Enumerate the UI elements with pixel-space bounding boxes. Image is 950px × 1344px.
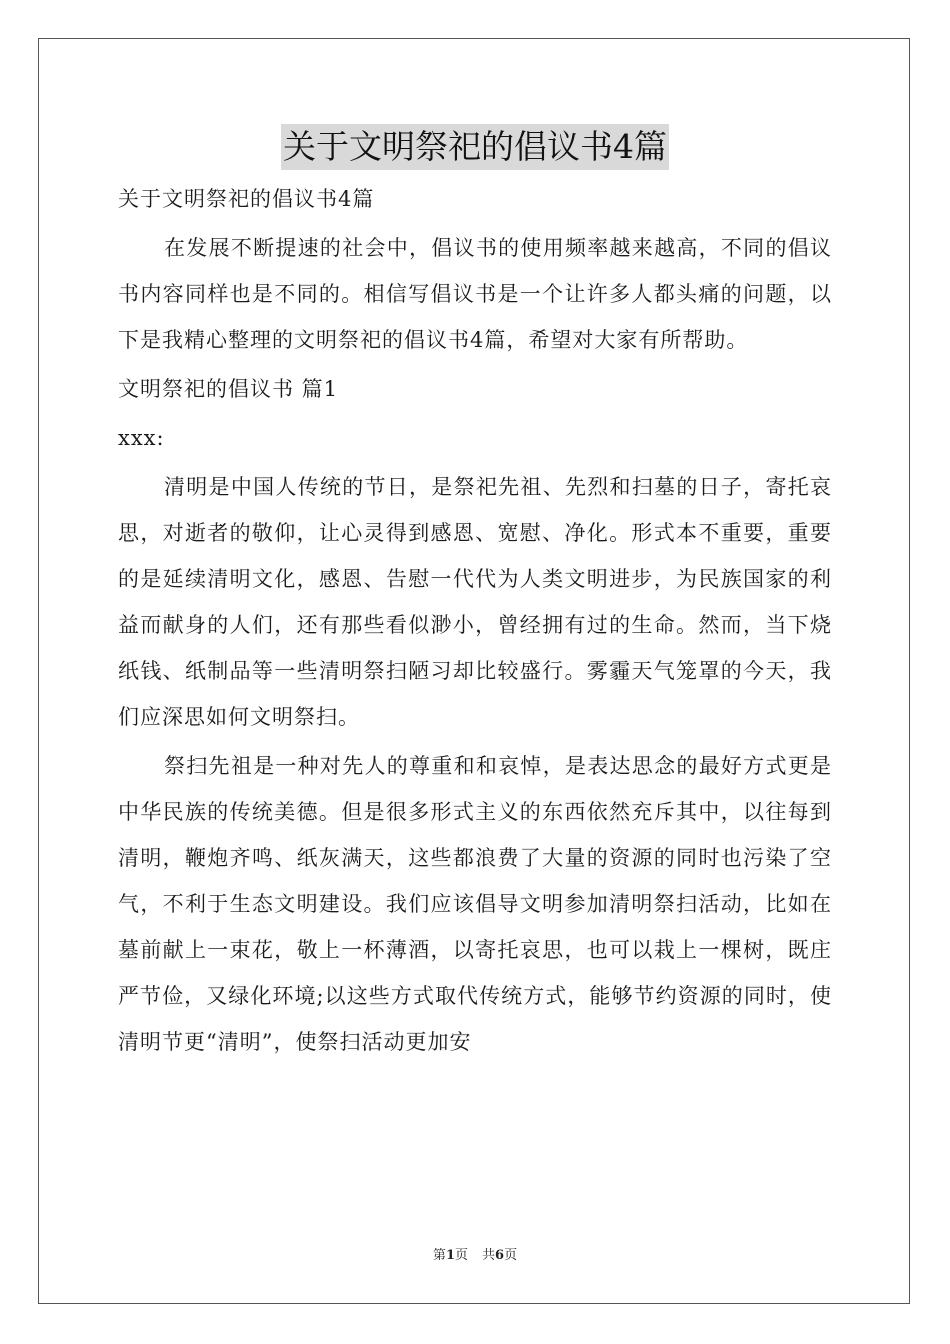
- page-footer: [0, 1246, 950, 1266]
- title-container: [0, 124, 950, 170]
- page-prefix: 第: [432, 1248, 446, 1263]
- document-title: 关于文明祭祀的倡议书4篇: [281, 124, 669, 170]
- body-paragraph-1: 清明是中国人传统的节日，是祭祀先祖、先烈和扫墓的日子，寄托哀思，对逝者的敬仰，让心灵得到感恩、宽慰、净化。形式本不重要，重要的是延续清明文化，感恩、告慰一代代为人类文明进步，为民族国家的利益而献身的人们，还有那些看似渺小，曾经拥有过的生命。然而，当下烧纸钱、纸制品等一些清明祭扫陋习却比较盛行。雾霾天气笼罩的今天，我们应深思如何文明祭扫。: [118, 475, 832, 729]
- total-prefix: 共: [482, 1248, 496, 1263]
- document-body: [118, 176, 832, 1065]
- subtitle-line: 关于文明祭祀的倡议书4篇: [118, 187, 375, 211]
- page-current: 1: [445, 1248, 455, 1263]
- body-paragraph-2: 祭扫先祖是一种对先人的尊重和和哀悼，是表达思念的最好方式更是中华民族的传统美德。但是很多形式主义的东西依然充斥其中，以往每到清明，鞭炮齐鸣、纸灰满天，这些都浪费了大量的资源的同时也污染了空气，不利于生态文明建设。我们应该倡导文明参加清明祭扫活动，比如在墓前献上一束花，敬上一杯薄酒，以寄托哀思，也可以栽上一棵树，既庄严节俭，又绿化环境;以这些方式取代传统方式，能够节约资源的同时，使清明节更“清明”，使祭扫活动更加安: [118, 754, 832, 1054]
- page-suffix: 页: [454, 1248, 468, 1263]
- page-total: 6: [495, 1248, 505, 1263]
- total-suffix: 页: [504, 1248, 518, 1263]
- intro-paragraph: 在发展不断提速的社会中，倡议书的使用频率越来越高，不同的倡议书内容同样也是不同的。相信写倡议书是一个让许多人都头痛的问题，以下是我精心整理的文明祭祀的倡议书4篇，希望对大家有所帮助。: [118, 236, 832, 352]
- salutation: xxx:: [118, 426, 165, 450]
- section-heading: 文明祭祀的倡议书 篇1: [118, 377, 339, 401]
